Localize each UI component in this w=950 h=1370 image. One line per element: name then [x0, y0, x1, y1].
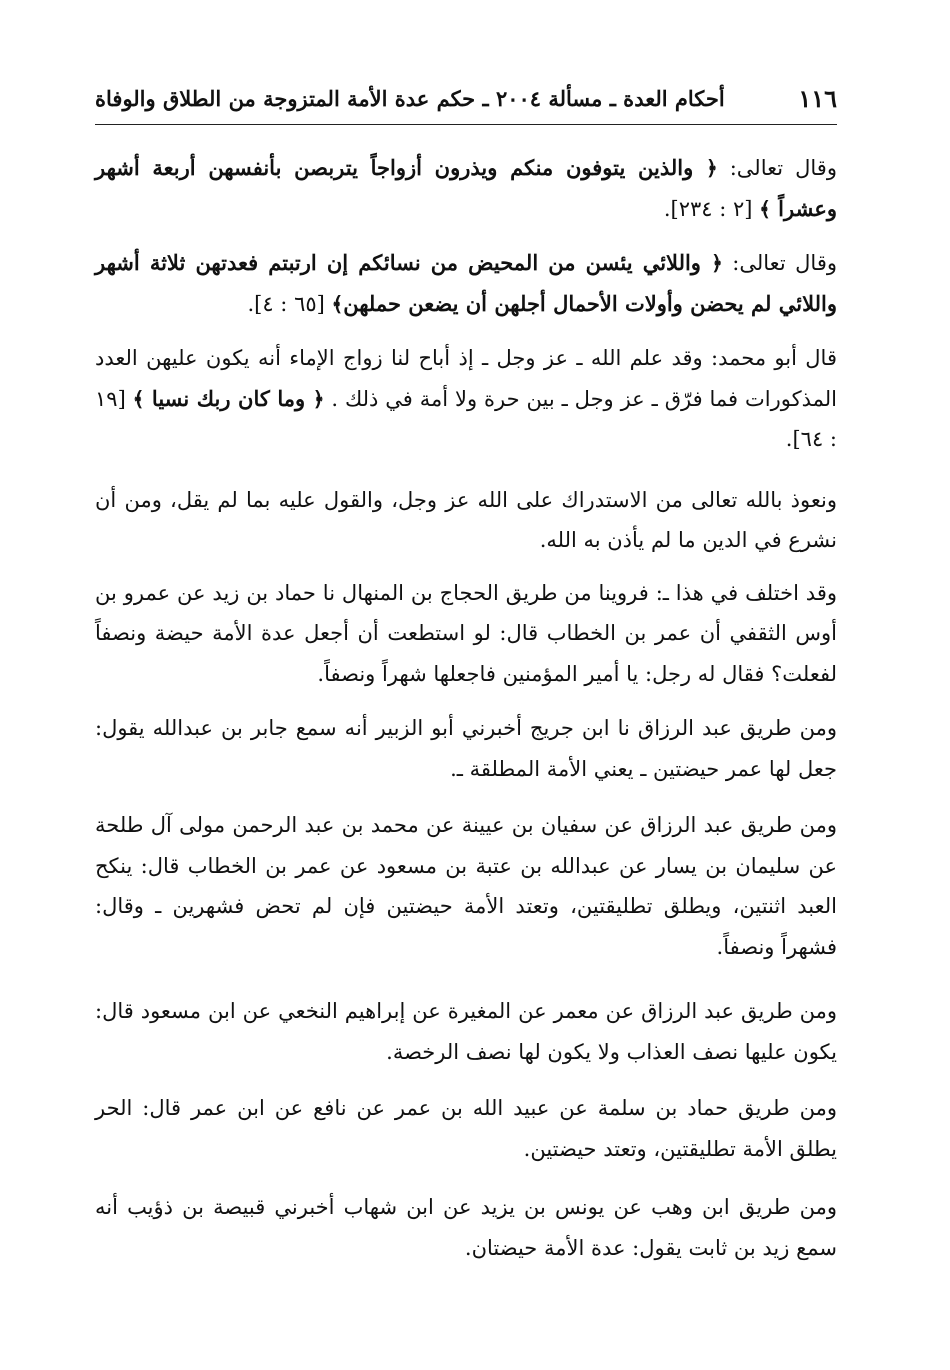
- paragraph-text: قال أبو محمد: وقد علم الله ـ عز وجل ـ إذ أباح لنا زواج الإماء أنه يكون عليهن العدد المذكورات فما فرّق ـ عز وجل ـ بين حرة ولا أمة في ذلك .: [95, 346, 837, 411]
- quran-verse: واللائي يئسن من المحيض من نسائكم إن ارتبتم فعدتهن ثلاثة أشهر واللائي لم يحضن وأولات الأحمال أجلهن أن يضعن حملهن: [95, 250, 837, 316]
- paragraph-10: [95, 1187, 837, 1268]
- verse-intro: وقال تعالى:: [717, 156, 837, 180]
- verse-reference: [١٩ : ٦٤].: [95, 386, 837, 451]
- paragraph-4: [95, 480, 837, 561]
- paragraph-7: [95, 805, 837, 967]
- quran-close-bracket: ﴾: [132, 386, 145, 411]
- header-title: أحكام العدة ـ مسألة ٢٠٠٤ ـ حكم عدة الأمة المتزوجة من الطلاق والوفاة: [95, 85, 725, 111]
- paragraph-2: [95, 243, 837, 324]
- paragraph-3: [95, 338, 837, 460]
- quran-open-bracket: ﴿: [312, 386, 325, 411]
- quran-open-bracket: ﴿: [711, 251, 723, 275]
- quran-verse: والذين يتوفون منكم ويذرون أزواجاً يتربصن بأنفسهن أربعة أشهر وعشراً: [95, 155, 837, 221]
- paragraph-text: وقد اختلف في هذا ـ: فروينا من طريق الحجاج بن المنهال نا حماد بن زيد عن عمرو بن أوس الثقفي أن عمر بن الخطاب قال: لو استطعت أن أجعل عدة الأمة حيضة ونصفاً لفعلت؟ فقال له رجل: يا أمير المؤمنين فاجعلها شهراً ونصفاً.: [95, 580, 837, 686]
- verse-reference: [٦٥ : ٤].: [247, 291, 332, 316]
- paragraph-5: [95, 573, 837, 695]
- paragraph-text: ومن طريق عبد الرزاق نا ابن جريج أخبرني أبو الزبير أنه سمع جابر بن عبدالله يقول: جعل لها عمر حيضتين ـ يعني الأمة المطلقة ـ.: [95, 716, 837, 781]
- page-number: ١١٦: [798, 83, 837, 113]
- paragraph-1: [95, 148, 837, 229]
- paragraph-text: ومن طريق عبد الرزاق عن سفيان بن عيينة عن محمد بن عبد الرحمن مولى آل طلحة عن سليمان بن يسار عن عبدالله بن عتبة بن مسعود عن عمر بن الخطاب قال: ينكح العبد اثنتين، ويطلق تطليقتين، وتعتد الأمة حيضتين فإن لم تحض فشهرين ـ وقال: فشهراً ونصفاً.: [95, 813, 837, 959]
- paragraph-text: ومن طريق ابن وهب عن يونس بن يزيد عن ابن شهاب أخبرني قبيصة بن ذؤيب أنه سمع زيد بن ثابت يقول: عدة الأمة حيضتان.: [95, 1195, 837, 1260]
- running-header: [95, 78, 837, 118]
- paragraph-text: ومن طريق عبد الرزاق عن معمر عن المغيرة عن إبراهيم النخعي عن ابن مسعود قال: يكون عليها نصف العذاب ولا يكون لها نصف الرخصة.: [95, 999, 837, 1064]
- paragraph-text: ونعوذ بالله تعالى من الاستدراك على الله عز وجل، والقول عليه بما لم يقل، ومن أن نشرع في الدين ما لم يأذن به الله.: [95, 487, 837, 552]
- quran-open-bracket: ﴿: [705, 156, 718, 180]
- page-body: [95, 148, 837, 1268]
- verse-reference: [٢ : ٢٣٤].: [663, 196, 760, 221]
- paragraph-9: [95, 1088, 837, 1169]
- quran-close-bracket: ﴾: [331, 291, 344, 316]
- paragraph-text: ومن طريق حماد بن سلمة عن عبيد الله بن عمر عن نافع عن ابن عمر قال: الحر يطلق الأمة تطليقتين، وتعتد حيضتين.: [95, 1096, 837, 1161]
- paragraph-8: [95, 991, 837, 1072]
- paragraph-6: [95, 708, 837, 789]
- quran-close-bracket: ﴾: [759, 196, 771, 221]
- header-rule: [95, 124, 837, 125]
- quran-verse: وما كان ربك نسيا: [144, 385, 313, 411]
- verse-intro: وقال تعالى:: [722, 251, 837, 275]
